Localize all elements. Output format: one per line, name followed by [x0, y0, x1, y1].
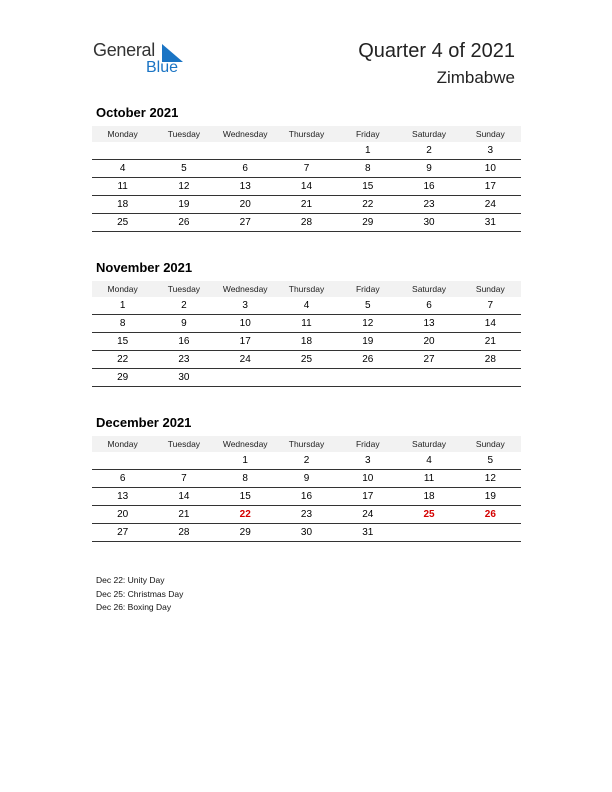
- weekday-label: Wednesday: [222, 129, 268, 139]
- day-cell: 17: [362, 491, 374, 502]
- week-row: [92, 452, 521, 470]
- day-cell: 22: [117, 354, 129, 365]
- day-cell: 3: [487, 145, 494, 156]
- holiday-note: Dec 26: Boxing Day: [96, 602, 172, 612]
- day-cell: 26: [362, 354, 374, 365]
- holiday-day-cell: 26: [484, 509, 496, 520]
- day-cell: 14: [484, 318, 496, 329]
- day-cell: 30: [178, 372, 190, 383]
- day-cell: 15: [239, 491, 251, 502]
- weekday-label: Friday: [355, 129, 380, 139]
- day-cell: 4: [119, 163, 126, 174]
- day-cell: 18: [423, 491, 435, 502]
- day-cell: 19: [362, 336, 374, 347]
- day-cell: 4: [303, 300, 310, 311]
- day-cell: 10: [239, 318, 251, 329]
- holiday-note: Dec 22: Unity Day: [96, 575, 165, 585]
- week-row: [92, 160, 521, 178]
- week-row: [92, 369, 521, 387]
- day-cell: 9: [426, 163, 432, 174]
- day-cell: 2: [426, 145, 432, 156]
- day-cell: 19: [484, 491, 496, 502]
- day-cell: 12: [178, 181, 190, 192]
- day-cell: 22: [362, 199, 374, 210]
- day-cell: 29: [117, 372, 129, 383]
- day-cell: 23: [423, 199, 435, 210]
- day-cell: 30: [423, 217, 435, 228]
- holiday-day-cell: 22: [239, 509, 251, 520]
- quarter-title: Quarter 4 of 2021: [358, 40, 515, 62]
- day-cell: 7: [303, 163, 310, 174]
- day-cell: 18: [117, 199, 129, 210]
- weekday-label: Friday: [355, 439, 380, 449]
- weekday-label: Thursday: [288, 284, 325, 294]
- week-row: [92, 506, 521, 524]
- month-title: October 2021: [96, 105, 179, 120]
- day-cell: 27: [239, 217, 251, 228]
- day-cell: 10: [362, 473, 374, 484]
- day-cell: 18: [300, 336, 313, 347]
- month-title: December 2021: [96, 415, 192, 430]
- weekday-label: Sunday: [475, 129, 505, 139]
- day-cell: 27: [423, 354, 435, 365]
- holiday-notes: [96, 574, 183, 615]
- day-cell: 24: [362, 509, 374, 520]
- day-cell: 8: [119, 318, 126, 329]
- day-cell: [398, 369, 459, 386]
- day-cell: 24: [484, 199, 496, 210]
- day-cell: 11: [301, 318, 312, 329]
- day-cell: 14: [300, 181, 313, 192]
- day-cell: 20: [239, 199, 251, 210]
- day-cell: 13: [423, 318, 435, 329]
- day-cell: 27: [117, 527, 129, 538]
- day-cell: 4: [426, 455, 432, 466]
- day-cell: 17: [239, 336, 251, 347]
- day-cell: 1: [242, 455, 248, 466]
- weekday-label: Monday: [107, 129, 138, 139]
- day-cell: [215, 369, 276, 386]
- weekday-label: Tuesday: [167, 129, 201, 139]
- day-cell: 23: [178, 354, 190, 365]
- logo-word-blue: Blue: [146, 59, 179, 76]
- month-november: [92, 259, 521, 387]
- week-row: [92, 214, 521, 232]
- day-cell: 8: [364, 163, 371, 174]
- day-cell: [460, 369, 521, 386]
- day-cell: 17: [484, 181, 496, 192]
- day-cell: 9: [181, 318, 187, 329]
- country-name: Zimbabwe: [436, 68, 515, 87]
- day-cell: 9: [303, 473, 310, 484]
- day-cell: [337, 369, 398, 386]
- day-cell: 15: [117, 336, 129, 347]
- day-cell: 25: [300, 354, 313, 365]
- day-cell: 1: [119, 300, 126, 311]
- weekday-label: Monday: [107, 284, 138, 294]
- day-cell: 5: [364, 300, 371, 311]
- day-cell: 20: [117, 509, 129, 520]
- day-cell: 16: [300, 491, 313, 502]
- day-cell: [276, 142, 337, 159]
- day-cell: [398, 524, 459, 541]
- day-cell: 11: [117, 181, 128, 192]
- generalblue-logo: [93, 40, 193, 80]
- week-row: [92, 297, 521, 315]
- week-row: [92, 178, 521, 196]
- day-cell: 5: [487, 455, 494, 466]
- weekday-label: Sunday: [475, 284, 505, 294]
- month-december: [92, 414, 521, 542]
- day-cell: 14: [178, 491, 190, 502]
- day-cell: [276, 369, 337, 386]
- weekday-label: Thursday: [288, 439, 325, 449]
- weekday-header: [92, 281, 521, 297]
- day-cell: [153, 452, 214, 469]
- week-row: [92, 470, 521, 488]
- weekday-header: [92, 126, 521, 142]
- holiday-day-cell: 25: [423, 509, 435, 520]
- weekday-label: Tuesday: [167, 439, 201, 449]
- day-cell: [215, 142, 276, 159]
- day-cell: 25: [117, 217, 129, 228]
- day-cell: 1: [364, 145, 371, 156]
- weekday-label: Saturday: [412, 439, 447, 449]
- week-row: [92, 315, 521, 333]
- day-cell: [92, 142, 153, 159]
- day-cell: 6: [426, 300, 432, 311]
- day-cell: 23: [300, 509, 313, 520]
- day-cell: 6: [119, 473, 126, 484]
- weekday-label: Saturday: [412, 129, 447, 139]
- day-cell: 26: [178, 217, 190, 228]
- day-cell: 21: [484, 336, 496, 347]
- week-row: [92, 142, 521, 160]
- day-cell: 24: [239, 354, 251, 365]
- day-cell: 3: [364, 455, 371, 466]
- weekday-label: Wednesday: [222, 284, 268, 294]
- day-cell: [92, 452, 153, 469]
- day-cell: 16: [178, 336, 190, 347]
- logo-word-general: General: [93, 40, 155, 60]
- weekday-label: Monday: [107, 439, 138, 449]
- day-cell: 31: [484, 217, 496, 228]
- weekday-label: Thursday: [288, 129, 325, 139]
- month-title: November 2021: [96, 260, 193, 275]
- day-cell: 30: [300, 527, 313, 538]
- day-cell: [460, 524, 521, 541]
- day-cell: 29: [239, 527, 251, 538]
- day-cell: 28: [484, 354, 496, 365]
- day-cell: 29: [362, 217, 374, 228]
- day-cell: 7: [487, 300, 494, 311]
- day-cell: 7: [181, 473, 187, 484]
- day-cell: 8: [242, 473, 248, 484]
- weekday-header: [92, 436, 521, 452]
- week-row: [92, 196, 521, 214]
- day-cell: 19: [178, 199, 190, 210]
- weekday-label: Tuesday: [167, 284, 201, 294]
- week-row: [92, 524, 521, 542]
- month-october: [92, 104, 521, 232]
- day-cell: 10: [484, 163, 496, 174]
- day-cell: 12: [362, 318, 374, 329]
- day-cell: 20: [423, 336, 435, 347]
- day-cell: 2: [303, 455, 310, 466]
- day-cell: [153, 142, 214, 159]
- day-cell: 15: [362, 181, 374, 192]
- week-row: [92, 333, 521, 351]
- day-cell: 21: [300, 199, 313, 210]
- weekday-label: Sunday: [475, 439, 505, 449]
- day-cell: 28: [178, 527, 190, 538]
- day-cell: 5: [181, 163, 187, 174]
- day-cell: 13: [117, 491, 129, 502]
- day-cell: 12: [484, 473, 496, 484]
- weekday-label: Saturday: [412, 284, 447, 294]
- day-cell: 11: [423, 473, 435, 484]
- day-cell: 3: [242, 300, 248, 311]
- week-row: [92, 351, 521, 369]
- day-cell: 13: [239, 181, 251, 192]
- weekday-label: Wednesday: [222, 439, 268, 449]
- week-row: [92, 488, 521, 506]
- day-cell: 28: [300, 217, 313, 228]
- day-cell: 21: [178, 509, 190, 520]
- day-cell: 2: [181, 300, 187, 311]
- day-cell: 6: [242, 163, 248, 174]
- holiday-note: Dec 25: Christmas Day: [96, 588, 184, 599]
- day-cell: 31: [362, 527, 374, 538]
- day-cell: 16: [423, 181, 435, 192]
- weekday-label: Friday: [355, 284, 380, 294]
